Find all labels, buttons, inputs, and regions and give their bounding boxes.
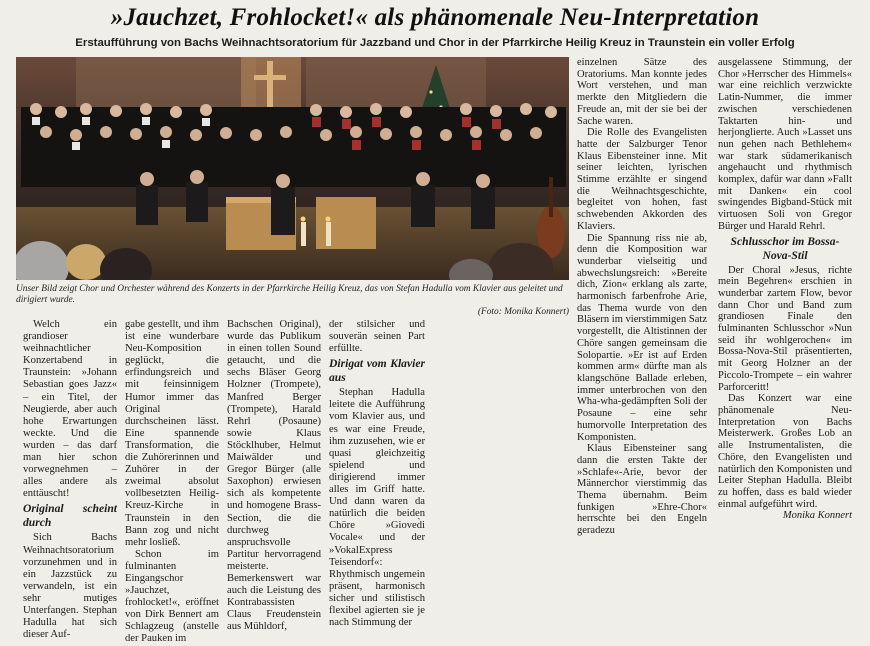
author-name: Monika Konnert: [782, 510, 852, 522]
article-subheadline: Erstaufführung von Bachs Weihnachtsoratorium für Jazzband und Chor in der Pfarrkirche Heilig Kreuz in Traunstein ein voller Erfolg: [75, 37, 795, 49]
paragraph: der stilsicher und souverän seinen Part erfüllte.: [329, 319, 425, 355]
paragraph: ausgelassene Stimmung, der Chor »Herrscher des Himmels« war eine reichlich verzwickte Latin-Nummer, die immer zwischen verschiedenen Taktarten hin- und herjonglierte. Auch »Lasset uns nun gehen nach Bethlehem« war stark südamerikanisch angehaucht und rhythmisch komplex, dafür war dann »Fallt mit Danken« ein cool swingendes Bigband-Stück mit virtuosen Soli von Gregor Bürger und Harald Rehrl.: [718, 57, 852, 232]
paragraph: einzelnen Sätze des Oratoriums. Man konnte jedes Wort verstehen, und man merkte den Mitgliedern die Freude an, mit der sie bei der Sache waren.: [577, 57, 707, 127]
photo-caption-text: Unser Bild zeigt Chor und Orchester während des Konzerts in der Pfarrkirche Heilig Kreuz, das von Stefan Hadulla vom Klavier aus geleitet und dirigiert wurde.: [16, 284, 563, 306]
photo-credit: (Foto: Monika Konnert): [477, 306, 569, 317]
subheading: Dirigat vom Klavier aus: [329, 357, 425, 385]
article-headline: »Jauchzet, Frohlocket!« als phänomenale Neu-Interpretation: [110, 4, 760, 31]
article-column-4: [329, 319, 425, 629]
article-column-6: [718, 57, 852, 522]
concert-photo: [16, 57, 569, 280]
paragraph: Der Choral »Jesus, richte mein Begehren« erschien in wunderbar zartem Flow, bevor dann Chor und Band zum grandiosen Finale den fulminanten Schlusschor »Nun seid ihr wohlgerochen« im Bossa-Nova-Stil präsentierten, mit Georg Holzner an der Piccolo-Trompete – ein wahrer Parforceritt!: [718, 264, 852, 393]
photo-caption: [16, 284, 569, 318]
paragraph: Schon im fulminanten Eingangschor »Jauchzet, frohlocket!«, eröffnet von Dirk Bennert am Schlagzeug (anstelle der Pauken im: [125, 548, 219, 645]
paragraph: Das Konzert war eine phänomenale Neu-Interpretation von Bachs Meisterwerk. Großes Lob an alle Instrumentalisten, die Chöre, den Evangelisten und natürlich den Komponisten und Leiter Stephan Hadulla. Bleibt zu hoffen, dass es bald wieder einmal aufgeführt wird.: [718, 393, 852, 510]
paragraph: Stephan Hadulla leitete die Aufführung vom Klavier aus, und es war eine Freude, ihm zuzusehen, wie er quasi gleichzeitig spielend und dirigierend immer alles im Griff hatte. Und dann waren da natürlich die beiden Chöre »Gioved̀i Vocale« und der »VokalExpress Teisendorf«: Rhythmisch ungemein präsent, harmonisch sicher und stilistisch flexibel agierten sie je nach Stimmung der: [329, 387, 425, 629]
paragraph: Welch ein grandioser weihnachtlicher Konzertabend in Traunstein: »Johann Sebastian goes Jazz« – ein Titel, der Neugierde, aber auch hohe Erwartungen weckte. Und die wurden – das darf man hier schon vorwegnehmen – alles andere als enttäuscht!: [23, 319, 117, 500]
paragraph: Bachschen Original), wurde das Publikum in einen tollen Sound getaucht, und die sechs Bläser Georg Holzner (Trompete), Manfred Berger (Trompete), Harald Rehrl (Posaune) sowie Klaus Stöcklhuber, Helmut Maiwälder und Gregor Bürger (alle Saxophon) erwiesen sich als kompetente und homogene Brass-Section, die die durchweg anspruchsvolle Partitur hervorragend meisterte. Bemerkenswert war auch die Leistung des Kontrabassisten Claus Freudenstein aus Mühldorf,: [227, 319, 321, 633]
paragraph: Die Rolle des Evangelisten hatte der Salzburger Tenor Klaus Eibensteiner inne. Mit seiner leichten, lyrischen Stimme erzählte er singend die Weihnachtsgeschichte, begleitet von hohen, fast schwebenden Akkorden des Klaviers.: [577, 127, 707, 232]
paragraph: Sich Bachs Weihnachtsoratorium vorzunehmen und in ein Jazzstück zu verwandeln, ist ein sehr mutiges Unterfangen. Stephan Hadulla hat sich dieser Auf-: [23, 532, 117, 641]
article-column-1: [23, 319, 117, 641]
article-column-3: [227, 319, 321, 633]
concert-photo-image: [16, 57, 569, 280]
paragraph: Die Spannung riss nie ab, denn die Komposition war wunderbar vielseitig und abwechslungsreich: »Bereite dich, Zion« erklang als zarte, harmonisch farbenfrohe Arie, das Thema wurde von den Bläsern im vierstimmigen Satz vorgestellt, die Altistinnen der Chöre sangen gemeinsam die Solopartie. »Er ist auf Erden kommen arm« dürfte man als klangschöne Ballade erleben, immer unterbrochen von den Wha-wha-gedämpften Soli der Posaune – eine sehr humorvolle Interpretation des Komponisten.: [577, 232, 707, 443]
subheading: Original scheint durch: [23, 502, 117, 530]
subheading: Schlusschor im Bossa-Nova-Stil: [730, 234, 840, 262]
article-column-5: [577, 57, 707, 537]
article-column-2: [125, 319, 219, 646]
paragraph: Klaus Eibensteiner sang dann die ersten Takte der »Schlafe«-Arie, bevor der Männerchor vierstimmig das Thema übernahm. Beim funkigen »Ehre-Chor« herrschte bei den Engeln geradezu: [577, 443, 707, 537]
paragraph: gabe gestellt, und ihm ist eine wunderbare Neu-Komposition geglückt, die erfindungsreich und mit feinsinnigem Humor immer das Original durchscheinen lässt. Eine spannende Transformation, die die Zuhörerinnen und Zuhörer in der zweimal absolut vollbesetzten Heilig-Kreuz-Kirche in Traunstein in den Bann zog und nicht mehr losließ.: [125, 319, 219, 548]
